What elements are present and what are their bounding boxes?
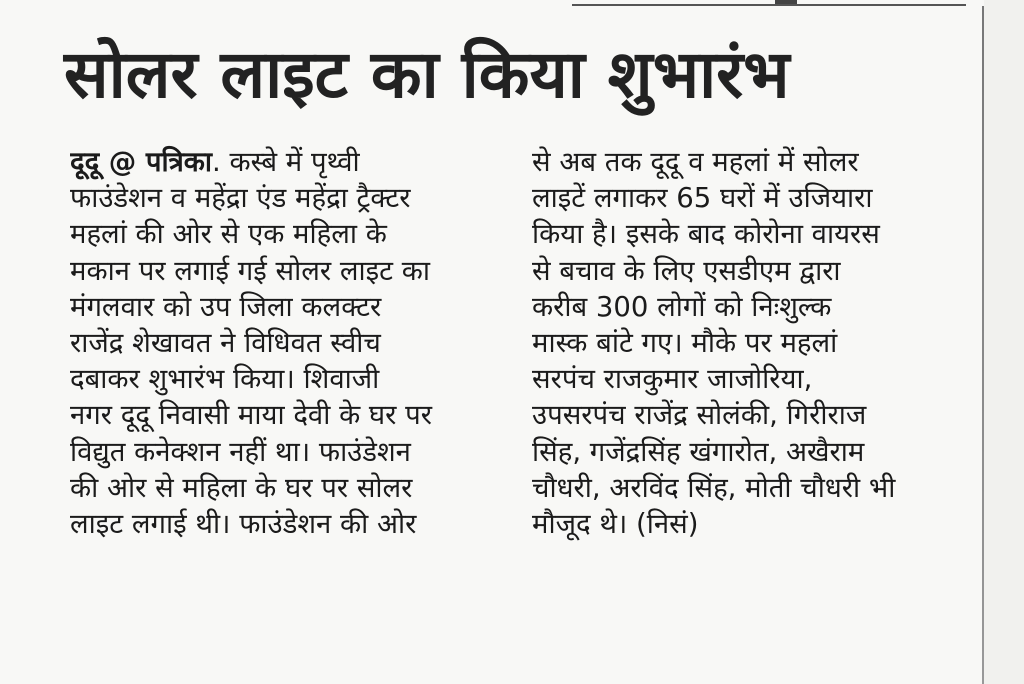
top-rule-mark xyxy=(775,0,797,4)
body-line: राजेंद्र शेखावत ने विधिवत स्वीच xyxy=(70,326,381,359)
body-line: मौजूद थे। (निसं) xyxy=(532,507,699,540)
body-line: चौधरी, अरविंद सिंह, मोती चौधरी भी xyxy=(532,471,896,504)
body-line: मकान पर लगाई गई सोलर लाइट का xyxy=(70,254,430,287)
page-margin xyxy=(984,0,1024,684)
body-line: उपसरपंच राजेंद्र सोलंकी, गिरीराज xyxy=(532,399,867,432)
left-column xyxy=(70,144,498,542)
body-line: फाउंडेशन व महेंद्रा एंड महेंद्रा ट्रैक्टर xyxy=(70,182,411,215)
body-line: लाइट लगाई थी। फाउंडेशन की ओर xyxy=(70,507,417,540)
body-line: किया है। इसके बाद कोरोना वायरस xyxy=(532,218,880,251)
body-line: सिंह, गजेंद्रसिंह खंगारोत, अखैराम xyxy=(532,435,865,468)
body-line: से बचाव के लिए एसडीएम द्वारा xyxy=(532,254,841,287)
body-line: लाइटें लगाकर 65 घरों में उजियारा xyxy=(532,182,873,215)
body-line: की ओर से महिला के घर पर सोलर xyxy=(70,471,413,504)
body-line: नगर दूदू निवासी माया देवी के घर पर xyxy=(70,399,433,432)
body-line: मंगलवार को उप जिला कलक्टर xyxy=(70,290,382,323)
body-line: महलां की ओर से एक महिला के xyxy=(70,218,387,251)
body-line: मास्क बांटे गए। मौके पर महलां xyxy=(532,326,838,359)
first-line-text: . कस्बे में पृथ्वी xyxy=(212,146,360,178)
body-line: से अब तक दूदू व महलां में सोलर xyxy=(532,146,859,178)
body-line: करीब 300 लोगों को निःशुल्क xyxy=(532,290,832,323)
top-rule xyxy=(572,4,966,6)
body-line: सरपंच राजकुमार जाजोरिया, xyxy=(532,363,813,396)
page-edge xyxy=(982,6,984,684)
headline: सोलर लाइट का किया शुभारंभ xyxy=(64,36,790,113)
body-line: विद्युत कनेक्शन नहीं था। फाउंडेशन xyxy=(70,435,411,468)
dateline: दूदू @ पत्रिका xyxy=(70,146,213,178)
body-line: दबाकर शुभारंभ किया। शिवाजी xyxy=(70,363,380,396)
right-column xyxy=(532,144,964,542)
first-line xyxy=(70,144,498,180)
